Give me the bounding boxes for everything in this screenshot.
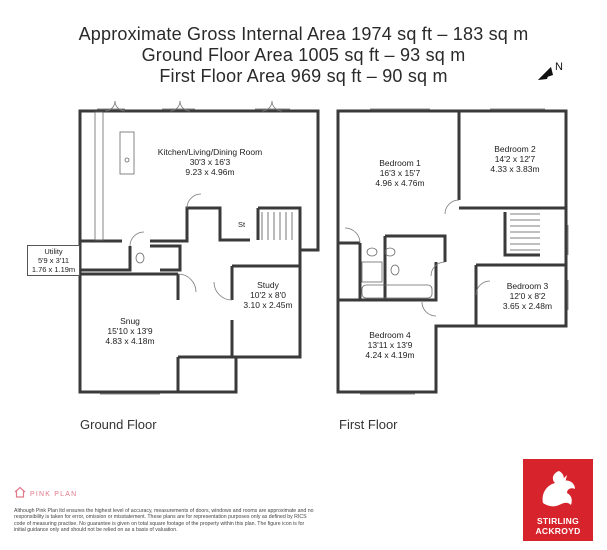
room-name: Utility [44,247,63,256]
room-study [238,280,298,310]
room-imperial: 13'11 x 13'9 [367,340,413,350]
room-bedroom4 [350,330,430,360]
room-name: Snug [120,316,140,326]
room-name: Study [257,280,279,290]
ground-stairs [262,212,292,240]
room-metric: 3.65 x 2.48m [502,301,553,311]
room-metric: 4.24 x 4.19m [365,350,415,360]
room-name: Bedroom 3 [506,281,549,291]
kitchen-fittings [95,112,134,240]
north-label: N [555,61,563,73]
room-snug [85,316,175,346]
room-name: Kitchen/Living/Dining Room [157,147,263,157]
room-name: Bedroom 2 [494,144,536,154]
agent-name-line1: STIRLING [536,516,580,526]
room-bedroom1 [360,158,440,188]
room-metric: 3.10 x 2.45m [243,300,293,310]
room-metric: 4.33 x 3.83m [490,164,540,174]
first-floor-area-line: First Floor Area 969 sq ft – 90 sq m [159,66,448,86]
griffin-icon [523,459,593,517]
first-stairs [510,214,540,250]
room-metric: 1.76 x 1.19m [31,265,76,274]
room-name: Bedroom 4 [369,330,411,340]
first-floor-label: First Floor [339,417,398,432]
ground-floor-label: Ground Floor [80,417,157,432]
room-store: St [238,220,246,229]
room-imperial: 10'2 x 8'0 [250,290,286,300]
gross-area-line: Approximate Gross Internal Area 1974 sq ft – 183 sq m [78,24,529,44]
room-metric: 9.23 x 4.96m [185,167,235,177]
ground-floor-area-line: Ground Floor Area 1005 sq ft – 93 sq m [141,45,466,65]
room-utility [27,245,80,276]
room-imperial: 5'9 x 3'11 [37,256,70,265]
room-imperial: 16'3 x 15'7 [379,168,421,178]
room-name: Bedroom 1 [379,158,421,168]
disclaimer-text: Although Pink Plan ltd ensures the highest level of accuracy, measurements of doors, windows and rooms are approximate and no responsibility is taken for error, omission or misstatement. These plans are for representation purposes only as defined by RICS code of measuring practise. No guarantee is given on total square footage of the property within this plan. The figure icon is for initial guidance only and should not be relied on as a basis of valuation. [14,508,314,533]
room-imperial: 14'2 x 12'7 [494,154,536,164]
room-imperial: 30'3 x 16'3 [189,157,231,167]
room-imperial: 12'0 x 8'2 [509,291,546,301]
room-metric: 4.96 x 4.76m [375,178,425,188]
room-bedroom2 [475,144,555,174]
stirling-ackroyd-logo [523,459,593,541]
room-imperial: 15'10 x 13'9 [107,326,153,336]
pink-plan-brand [14,485,77,503]
agent-name-line2: ACKROYD [535,526,581,536]
house-icon [14,485,26,503]
room-metric: 4.83 x 4.18m [105,336,155,346]
brand-name: PINK PLAN [30,490,78,498]
room-kitchen [150,147,270,177]
room-bedroom3 [490,281,565,311]
